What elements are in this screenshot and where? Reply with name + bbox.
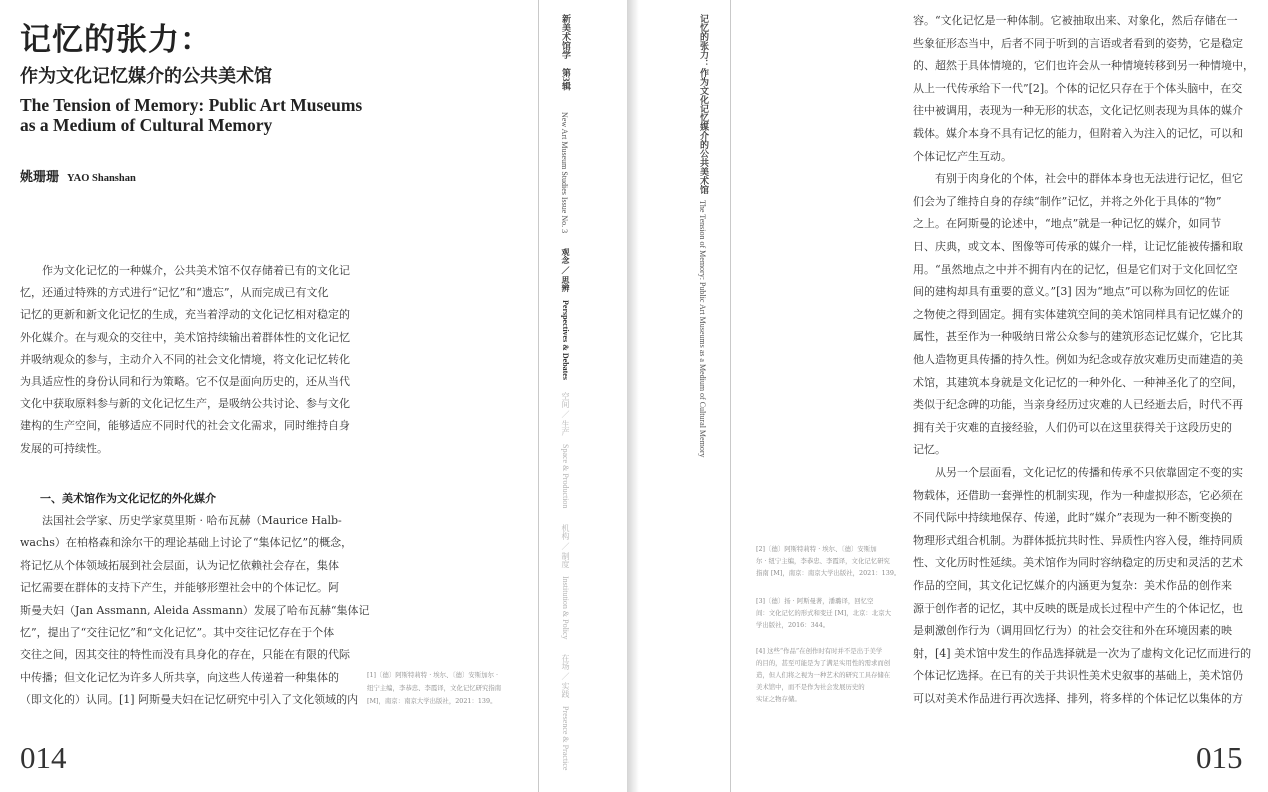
- body-line: 之物使之得到固定。拥有实体建筑空间的美术馆同样具有记忆媒介的: [913, 307, 1243, 321]
- body-line: 往中被调用，表现为一种无形的状态，文化记忆则表现为具体的媒介: [913, 104, 1243, 118]
- footnote-line: 学出版社，2016：344。: [756, 621, 830, 629]
- body-line: 拥有关于灾难的直接经验，人们仍可以在这里获得关于这段历史的: [913, 420, 1232, 434]
- body-line: 从另一个层面看，文化记忆的传播和传承不只依靠固定不变的实: [913, 466, 1243, 479]
- journal-name-vertical: 新美术馆学 第3辑: [561, 14, 571, 91]
- body-line: 的、超然于具体情境的，它们也许会从一种情境转移到另一种情境中，: [913, 59, 1254, 73]
- body-line: 他人造物更具传播的持久性。例如为纪念或存放灾难历史而建造的美: [913, 353, 1243, 366]
- footnote-line: 指南 [M]，南京：南京大学出版社，2021：139。: [756, 569, 901, 577]
- body-line: 记忆需要在群体的支持下产生，并能够形塑社会中的个体记忆。阿: [20, 581, 339, 595]
- author-name-en: YAO Shanshan: [67, 173, 136, 184]
- left-page: [0, 0, 538, 792]
- footnote-line: [M]，南京：南京大学出版社，2021：139。: [367, 697, 497, 705]
- body-line: 斯曼夫妇（Jan Assmann, Aleida Assmann）发展了哈布瓦赫“集体记: [20, 603, 370, 617]
- body-line: 忆”，提出了“交往记忆”和“文化记忆”。其中交往记忆存在于个体: [20, 626, 335, 639]
- footnote-line: 纽宁主编，李恭忠、李霞译，文化记忆研究指南: [367, 684, 502, 692]
- page-edge-left: [538, 0, 539, 792]
- current-section-vertical: 观念 ／ 思辨 Perspectives & Debates: [561, 248, 570, 380]
- body-line: 日、庆典，或文本、图像等可传承的媒介一样，让记忆能被传播和取: [913, 240, 1243, 253]
- abstract-line: 并吸纳观众的参与，主动介入不同的社会文化情境，将文化记忆转化: [20, 352, 350, 366]
- body-line: （即文化的）认同。[1] 阿斯曼夫妇在记忆研究中引入了文化领域的内: [20, 693, 359, 707]
- abstract-line: 作为文化记忆的一种媒介，公共美术馆不仅存储着已有的文化记: [20, 264, 350, 277]
- right-page: [630, 0, 1268, 792]
- body-line: 用。“虽然地点之中并不拥有内在的记忆，但是它们对于文化回忆空: [913, 262, 1238, 276]
- body-line: 作品的空间，其文化记忆媒介的内涵更为复杂：美术作品的创作来: [913, 579, 1232, 592]
- body-line: wachs）在柏格森和涂尔干的理论基础上讨论了“集体记忆”的概念，: [20, 536, 353, 550]
- body-line: 将记忆从个体领域拓展到社会层面，认为记忆依赖社会存在，集体: [20, 558, 339, 572]
- body-line: 们会为了维持自身的存续“制作”记忆，并将之外化于具体的“物”: [913, 194, 1222, 208]
- footnote-line: 间：文化记忆的形式和变迁 [M]，北京：北京大: [756, 609, 891, 617]
- body-line: 性、文化历时性延续。美术馆作为同时容纳稳定的历史和灵活的艺术: [913, 556, 1243, 570]
- body-line: 些象征形态当中，后者不同于听到的言语或者看到的姿势，它是稳定: [913, 36, 1243, 50]
- body-line: 法国社会学家、历史学家莫里斯 · 哈布瓦赫（Maurice Halb-: [20, 514, 342, 527]
- author-byline: [20, 166, 136, 185]
- article-subtitle-cn: 作为文化记忆媒介的公共美术馆: [20, 66, 272, 87]
- footnote-line: [3]〔德〕扬 · 阿斯曼著，潘璐译，回忆空: [756, 597, 874, 605]
- footnote-line: [1]〔德〕阿斯特莉特 · 埃尔、〔德〕安斯加尔 ·: [367, 671, 499, 679]
- footnote-line: 尔 · 纽宁主编，李恭忠、李霞译，文化记忆研究: [756, 557, 890, 565]
- running-title-en-vertical: The Tension of Memory: Public Art Museums as a Medium of Cultural Memory: [698, 200, 707, 458]
- abstract-line: 外化媒介。在与观众的交往中，美术馆持续输出着群体性的文化记忆: [20, 330, 350, 344]
- body-line: 是刺激创作行为（调用回忆行为）的社会交往和外在环境因素的映: [913, 624, 1232, 638]
- section-label-vertical: 机构 ／ 制度 Institution & Policy: [561, 524, 570, 640]
- body-line: 从上一代传承给下一代”[2]。个体的记忆只存在于个体头脑中，在交: [913, 81, 1243, 95]
- body-line: 中传播；但文化记忆为许多人所共享，向这些人传递着一种集体的: [20, 670, 339, 684]
- abstract-line: 为具适应性的身份认同和行为策略。它不仅是面向历史的，还从当代: [20, 375, 350, 388]
- body-line: 术馆，其建筑本身就是文化记忆的一种外化、一种神圣化了的空间，: [913, 375, 1243, 389]
- abstract-line: 记忆的更新和新文化记忆的生成，充当着浮动的文化记忆相对稳定的: [20, 308, 350, 322]
- body-line: 物载体，还借助一套弹性的机制实现，作为一种虚拟形态，它必须在: [913, 488, 1243, 502]
- body-line: 有别于肉身化的个体，社会中的群体本身也无法进行记忆，但它: [913, 172, 1243, 186]
- running-title-cn-vertical: 记忆的张力：作为文化记忆媒介的公共美术馆: [699, 14, 709, 194]
- author-name-cn: 姚珊珊: [20, 170, 60, 185]
- article-title-cn: 记忆的张力：: [20, 22, 212, 58]
- body-line: 间的建构却具有重要的意义。”[3] 因为“地点”可以称为回忆的佐证: [913, 285, 1230, 299]
- abstract-line: 建构的生产空间，能够适应不同时代的社会文化需求，同时维持自身: [20, 419, 350, 433]
- page-number-right: 015: [1196, 740, 1243, 775]
- body-line: 物理形式组合机制。为群体抵抗共时性、异质性内容入侵，维持同质: [913, 533, 1243, 547]
- body-line: 射，[4] 美术馆中发生的作品选择就是一次为了虚构文化记忆而进行的: [913, 646, 1252, 660]
- section-label-vertical: 在场 ／ 实践 Presence & Practice: [561, 654, 570, 771]
- footnote-line: [4] 这些“作品”在创作时有时并不是出于美学: [756, 647, 883, 655]
- section-label-vertical: 空间 ／ 生产 Space & Production: [561, 392, 570, 509]
- page-number-left: 014: [20, 740, 67, 775]
- section-heading: 一、美术馆作为文化记忆的外化媒介: [40, 492, 216, 505]
- body-line: 个体记忆产生互动。: [913, 149, 1012, 163]
- footnote-line: 实证之物存储。: [756, 695, 801, 703]
- body-line: 之上。在阿斯曼的论述中，“地点”就是一种记忆的媒介，如同节: [913, 217, 1222, 231]
- footnote-line: 美术馆中，而不是作为社会发展历史的: [756, 683, 865, 691]
- body-line: 交往之间，因其交往的特性而没有具身化的存在，只能在有限的代际: [20, 648, 350, 662]
- journal-issue-vertical: New Art Museum Studies Issue No. 3: [560, 112, 569, 234]
- body-line: 可以对美术作品进行再次选择、排列，将多样的个体记忆以集体的方: [913, 692, 1243, 705]
- body-line: 容。“文化记忆是一种体制。它被抽取出来、对象化，然后存储在一: [913, 14, 1238, 27]
- footnote-line: 造，但人们将之视为一种艺术的研究工具存储在: [756, 671, 891, 679]
- body-line: 类似于纪念碑的功能，当亲身经历过灾难的人已经逝去后，时代不再: [913, 398, 1243, 412]
- article-title-en: The Tension of Memory: Public Art Museums as a Medium of Cultural Memory: [20, 95, 363, 135]
- footnote-line: 的目的，甚至可能是为了满足实用性的需求而创: [756, 659, 891, 667]
- body-line: 源于创作者的记忆，其中反映的既是成长过程中产生的个体记忆，也: [913, 601, 1243, 615]
- body-line: 记忆。: [913, 443, 946, 457]
- abstract-line: 忆，还通过特殊的方式进行“记忆”和“遗忘”，从而完成已有文化: [20, 286, 329, 300]
- abstract-line: 文化中获取原料参与新的文化记忆生产，是吸纳公共讨论、参与文化: [20, 397, 350, 411]
- body-line: 不同代际中持续地保存、传递，此时“媒介”表现为一种不断变换的: [913, 511, 1233, 525]
- abstract-line: 发展的可持续性。: [20, 441, 108, 455]
- body-line: 个体记忆选择。在已有的关于共识性美术史叙事的基础上，美术馆仍: [913, 669, 1243, 683]
- body-line: 属性，甚至作为一种吸纳日常公众参与的建筑形态记忆媒介，它比其: [913, 330, 1243, 344]
- footnote-line: [2]〔德〕阿斯特莉特 · 埃尔、〔德〕安斯加: [756, 545, 877, 553]
- body-line: 载体。媒介本身不具有记忆的能力，但附着入为注入的记忆，可以和: [913, 127, 1243, 140]
